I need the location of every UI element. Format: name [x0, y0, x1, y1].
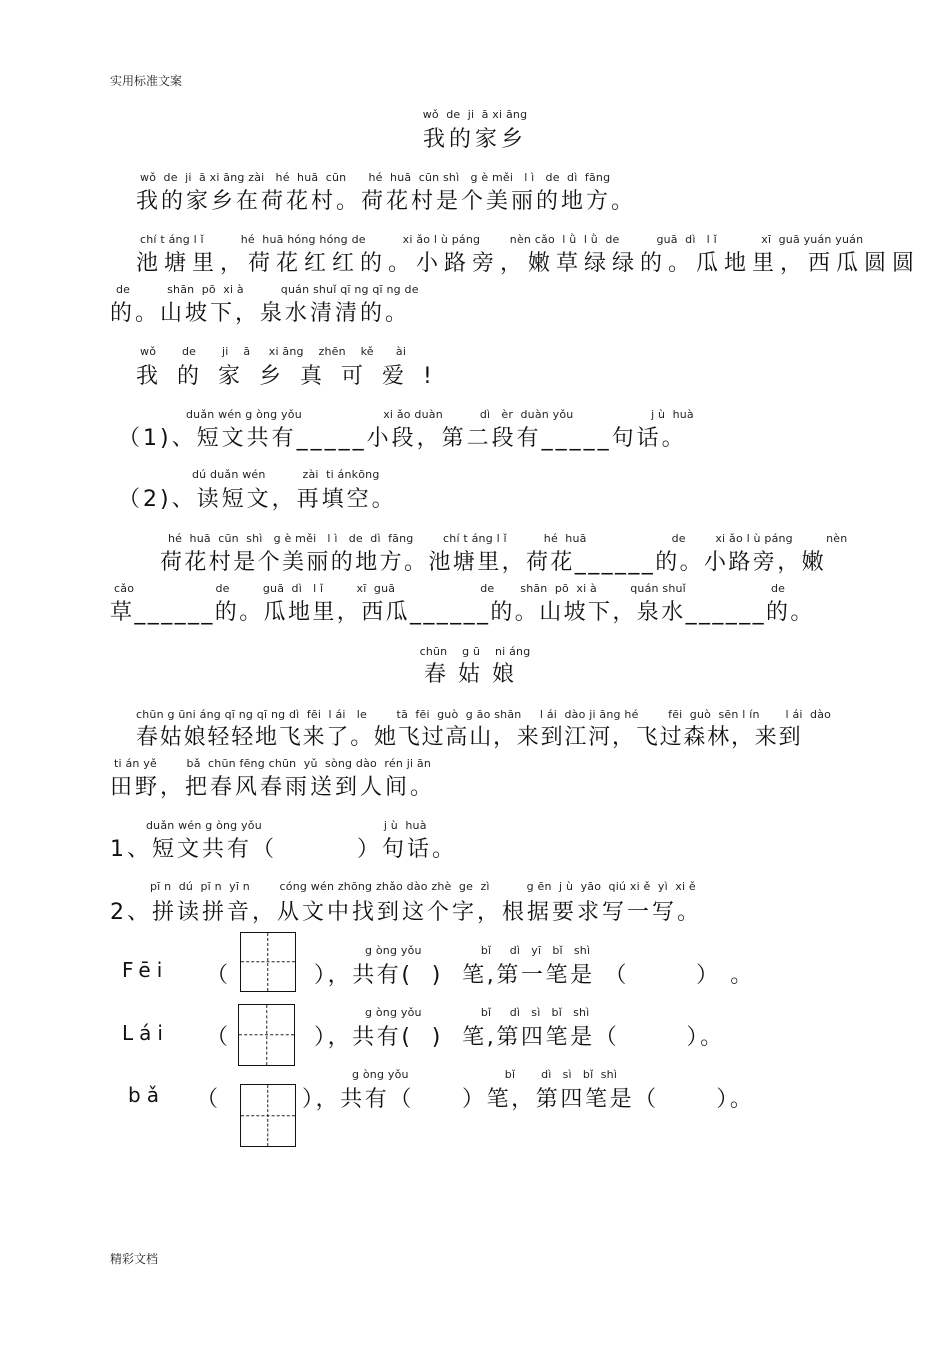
page-header: 实用标准文案: [110, 74, 183, 88]
open-paren: （: [196, 1087, 222, 1112]
question-pinyin: duǎn wén g òng yǒu j ù huà: [146, 819, 427, 832]
fill-blank-line: 荷花村是个美丽的地方。池塘里，荷花______的。小路旁，嫩: [160, 550, 827, 575]
question-pinyin: pī n dú pī n yī n cóng wén zhōng zhǎo dào zhè ge zì g ēn j ù yāo qiú xi ě yì xi ě: [150, 880, 696, 893]
page-footer: 精彩文档: [110, 1252, 159, 1266]
question-1: （1)、短文共有_____小段，第二段有_____句话。: [118, 426, 687, 451]
row-pinyin: Fēi: [122, 958, 169, 982]
pinyin-line: cǎo de guā dì l ǐ xī guā de shān pō xi à quán shuǐ de: [114, 582, 786, 595]
row-pinyin: bǎ: [128, 1083, 165, 1107]
text-line: 春姑娘轻轻地飞来了。她飞过高山，来到江河，飞过森林，来到: [136, 725, 803, 750]
pinyin-line: chí t áng l ǐ hé huā hóng hóng de xi ǎo l ù páng nèn cǎo l ǜ l ǜ de guā dì l ǐ xī guā yuán yuán: [140, 233, 864, 246]
question-4: 2、拼读拼音，从文中找到这个字，根据要求写一写。: [110, 900, 702, 925]
open-paren: （: [206, 963, 232, 988]
pinyin-line: wǒ de ji ā xi āng zài hé huā cūn hé huā cūn shì g è měi l ì de dì fāng: [140, 171, 611, 184]
text-line: 我的家乡真可爱!: [136, 364, 451, 389]
question-pinyin: dú duǎn wén zài ti ánkōng: [192, 468, 380, 481]
row-pinyin-hint: g òng yǒu bǐ dì sì bǐ shì: [352, 1068, 618, 1081]
pinyin-line: chūn g ūni áng qī ng qī ng dì fēi l ái le tā fēi guò g āo shān l ái dào ji āng hé fēi guò sēn l ín l ái dào: [136, 708, 832, 721]
text-line: 我的家乡在荷花村。荷花村是个美丽的地方。: [136, 189, 637, 214]
writing-grid[interactable]: [240, 1084, 296, 1147]
story2-title-pinyin: chūn g ū ni áng: [419, 645, 531, 658]
row-pinyin-hint: g òng yǒu bǐ dì yī bǐ shì: [365, 944, 591, 957]
open-paren: （: [206, 1025, 232, 1050]
question-pinyin: duǎn wén g òng yǒu xi ǎo duàn dì èr duàn yǒu j ù huà: [186, 408, 694, 421]
fill-blank-line: 草______的。瓜地里，西瓜______的。山坡下，泉水______的。: [110, 600, 815, 625]
row-question: ），共有( ) 笔,第四笔是（ ）。: [314, 1025, 725, 1050]
question-3: 1、短文共有（ ）句话。: [110, 837, 457, 862]
row-pinyin-hint: g òng yǒu bǐ dì sì bǐ shì: [365, 1006, 590, 1019]
text-line: 池塘里，荷花红红的。小路旁，嫩草绿绿的。瓜地里，西瓜圆圆: [136, 251, 921, 276]
story1-title-pinyin: wǒ de ji ā xi āng: [422, 108, 528, 121]
text-line: 田野，把春风春雨送到人间。: [110, 775, 436, 800]
story2-title: 春姑娘: [423, 662, 526, 687]
pinyin-line: de shān pō xi à quán shuǐ qī ng qī ng de: [116, 283, 419, 296]
pinyin-line: ti án yě bǎ chūn fēng chūn yǔ sòng dào rén ji ān: [114, 757, 432, 770]
pinyin-line: wǒ de ji ā xi āng zhēn kě ài: [140, 345, 407, 358]
pinyin-line: hé huā cūn shì g è měi l ì de dì fāng chí t áng l ǐ hé huā de xi ǎo l ù páng nèn: [168, 532, 848, 545]
text-line: 的。山坡下，泉水清清的。: [110, 301, 411, 326]
writing-grid[interactable]: [240, 932, 296, 992]
story1-title: 我的家乡: [422, 127, 527, 152]
writing-grid[interactable]: [238, 1004, 295, 1066]
row-question: ），共有（ ）笔，第四笔是（ ）。: [302, 1087, 755, 1112]
row-question: ），共有( ) 笔,第一笔是 （ ） 。: [314, 963, 755, 988]
row-pinyin: Lái: [122, 1021, 169, 1045]
question-2: （2)、读短文，再填空。: [118, 487, 397, 512]
